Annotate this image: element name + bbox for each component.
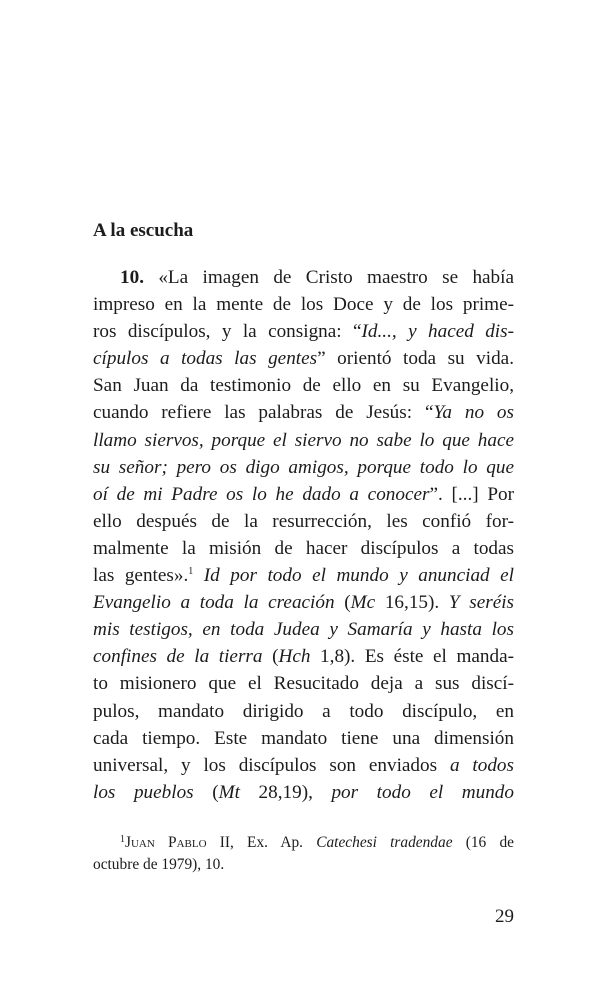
- footnote-mark: 1: [120, 834, 125, 845]
- text-run: malmente la misión de hacer discípulos a todas: [93, 537, 514, 559]
- text-run: a todos: [449, 754, 514, 776]
- text-run: ”. [...] Por: [429, 483, 515, 505]
- text-run: su señor; pero os digo amigos, porque todo lo que: [93, 456, 514, 478]
- text-line: [93, 372, 514, 399]
- text-run: Y seréis: [448, 592, 515, 614]
- text-run: oí de mi Padre os lo he dado a conocer: [93, 483, 430, 505]
- footnote-doc-type: , Ex. Ap.: [230, 834, 317, 851]
- text-run: to misionero que el Resucitado deja a sus discí-: [93, 673, 514, 695]
- text-run: ” orientó toda su vida.: [317, 348, 514, 370]
- text-run: mis testigos, en toda Judea y Samaría y hasta los: [93, 619, 514, 641]
- text-line: [93, 481, 514, 508]
- text-run: por todo el mundo: [331, 781, 514, 803]
- text-line: [93, 698, 514, 725]
- text-run: pulos, mandato dirigido a todo discípulo, en: [93, 700, 514, 722]
- text-run: (: [193, 781, 219, 803]
- text-run: «La imagen de Cristo maestro se había: [158, 267, 514, 288]
- text-run: impreso en la mente de los Doce y de los prime-: [93, 294, 514, 316]
- text-line: [93, 779, 514, 806]
- text-run: llamo siervos, porque el siervo no sabe lo que hace: [93, 429, 514, 451]
- section-heading: A la escucha: [93, 220, 194, 241]
- text-line: [93, 562, 514, 589]
- text-run: Id por todo el mundo y anunciad el: [203, 565, 515, 587]
- text-run: Evangelio a toda la creación: [93, 592, 335, 614]
- text-line: [93, 535, 514, 562]
- text-run: universal, y los discípulos son enviados: [93, 754, 450, 776]
- text-run: 16,15).: [375, 592, 449, 614]
- text-run: Ya no os: [433, 402, 514, 424]
- text-run: 1,8). Es éste el manda-: [310, 646, 515, 668]
- text-line: [93, 345, 514, 372]
- footnote-date-part1: (16 de: [452, 834, 514, 851]
- text-run: San Juan da testimonio de ello en su Evangelio,: [93, 375, 514, 397]
- text-line: [93, 725, 514, 752]
- text-line: [93, 616, 514, 643]
- text-run: ros discípulos, y la consigna: “: [93, 321, 362, 343]
- text-run: Id..., y haced dis-: [361, 321, 514, 343]
- paragraph-number: 10.: [120, 267, 144, 288]
- text-run: las gentes».: [93, 565, 189, 587]
- text-run: ello después de la resurrección, les confió for-: [93, 510, 514, 532]
- text-line: [93, 752, 514, 779]
- book-page: [93, 0, 514, 1000]
- text-run: los pueblos: [93, 781, 194, 803]
- text-run: cuando refiere las palabras de Jesús: “: [93, 402, 434, 424]
- text-run: Mc: [350, 592, 376, 614]
- text-run: Mt: [218, 781, 240, 803]
- text-line: [93, 454, 514, 481]
- text-line: [93, 508, 514, 535]
- footnote-line-2: octubre de 1979), 10.: [93, 855, 225, 873]
- text-line: [93, 643, 514, 670]
- text-run: (: [262, 646, 279, 668]
- text-line: [93, 318, 514, 345]
- text-line: [93, 589, 514, 616]
- footnote-author: Juan Pablo II: [125, 834, 230, 851]
- page-number: 29: [495, 906, 514, 927]
- text-run: [193, 565, 204, 586]
- text-line: [93, 670, 514, 697]
- text-line: [93, 264, 514, 291]
- text-run: Hch: [278, 646, 311, 668]
- text-line: [93, 427, 514, 454]
- text-run: 28,19),: [239, 781, 332, 803]
- text-line: [93, 399, 514, 426]
- paragraph-10: [93, 264, 514, 806]
- footnote-title: Catechesi tradendae: [316, 834, 453, 851]
- footnote-line-1: [93, 832, 514, 854]
- footnote: [93, 832, 514, 875]
- text-run: cada tiempo. Este mandato tiene una dimensión: [93, 727, 514, 749]
- text-run: confines de la tierra: [93, 646, 263, 668]
- text-run: cípulos a todas las gentes: [93, 348, 318, 370]
- text-line: [93, 291, 514, 318]
- footnote-reference: 1: [188, 566, 194, 578]
- text-run: (: [334, 592, 351, 614]
